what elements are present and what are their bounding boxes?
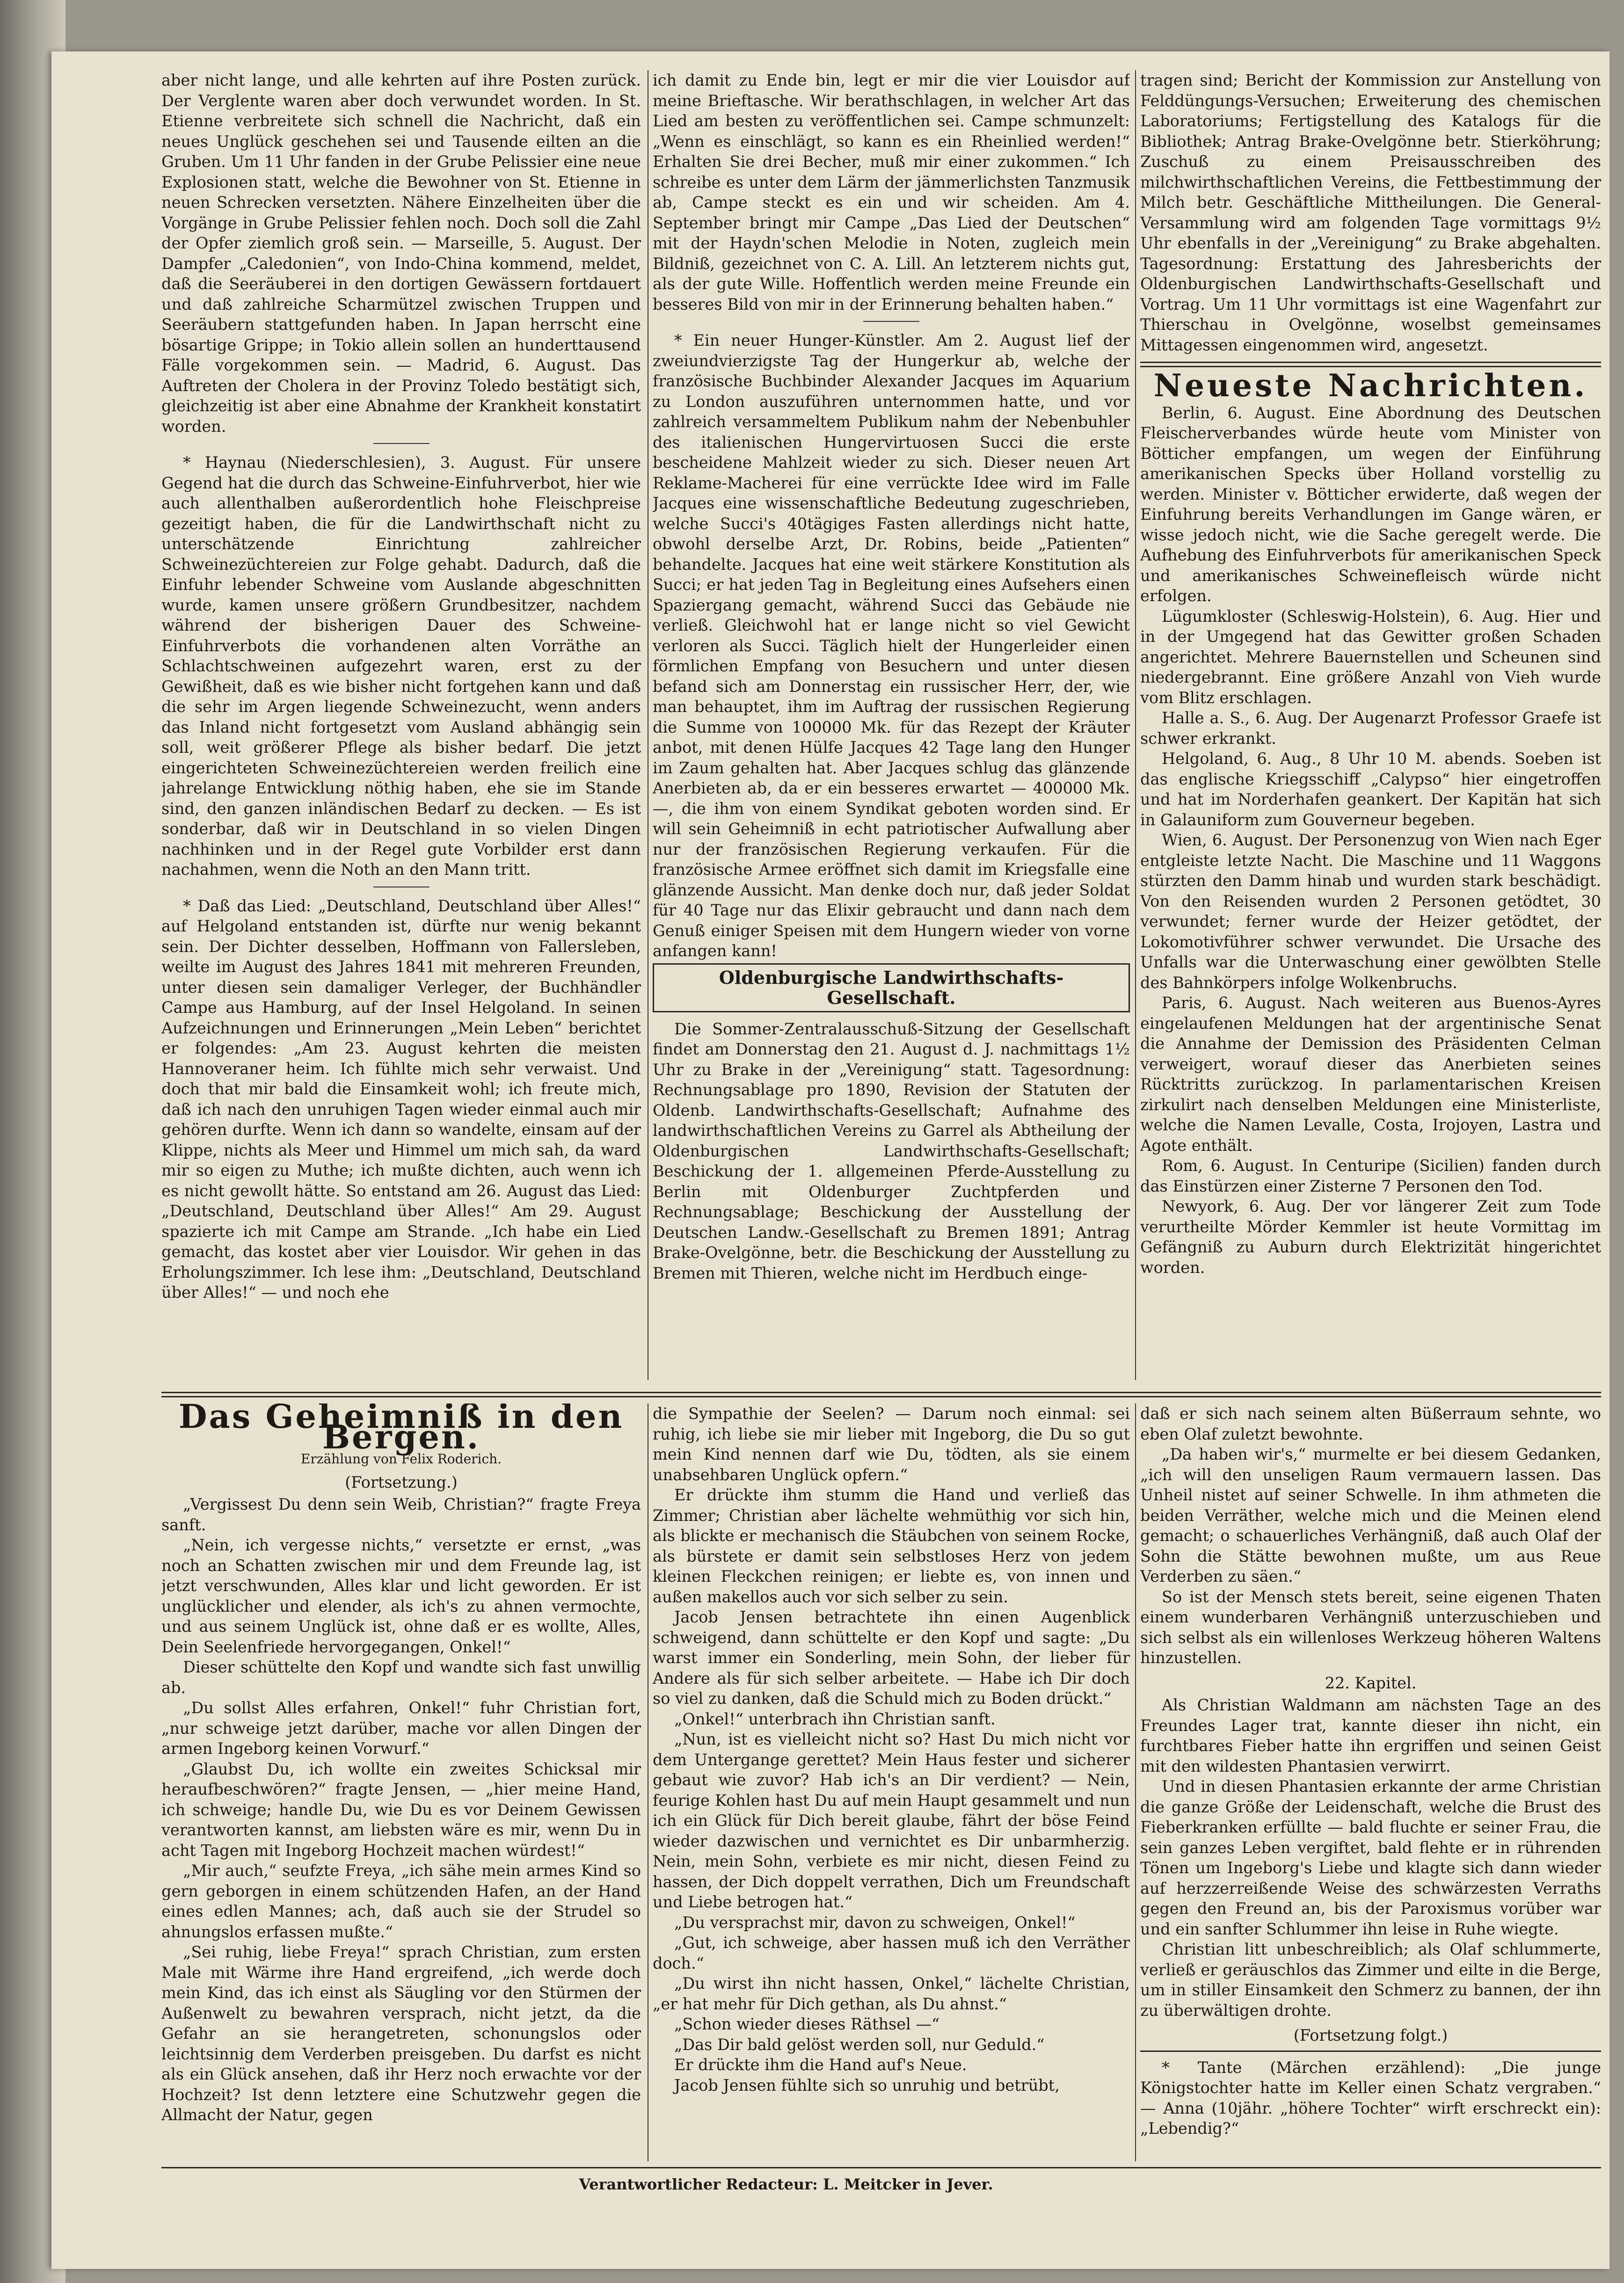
column-lower-right <box>1140 1403 1601 2161</box>
paragraph: „Nun, ist es vielleicht nicht so? Hast Du mich nicht vor dem Untergange gerettet? Mein Haus fester und sicherer gebaut wie zuvor? Hab ich's an Dir verdient? — Nein, feurige Kohlen hast Du auf mein Haupt gesammelt und nun ich ein Glück für Dich bereit glaube, fährt der böse Feind wieder dazwischen und vernichtet es Dir unbarmherzig. Nein, mein Sohn, verbiete es mir nicht, diesen Feind zu hassen, der Dich doppelt verrathen, Dich um Freundschaft und Liebe betrogen hat.“ <box>653 1730 1130 1911</box>
column-lower-middle <box>653 1403 1130 2161</box>
news-item: Wien, 6. August. Der Personenzug von Wien nach Eger entgleiste letzte Nacht. Die Maschine und 11 Waggons stürzten den Damm hinab und wurden stark beschädigt. Von den Reisenden wurden 2 Personen getödtet, 30 verwundet; ferner wurde der Heizer getödtet, der Lokomotivführer schwer verwundet. Die Ursache des Unfalls war die Unterwaschung einer gewölbten Stelle des Bahnkörpers infolge Wolkenbruchs. <box>1140 831 1601 992</box>
paragraph: Jacob Jensen fühlte sich so unruhig und betrübt, <box>674 2076 1060 2094</box>
feuilleton-rule <box>161 1392 1601 1397</box>
paragraph: Er drückte ihm die Hand auf's Neue. <box>674 2056 967 2074</box>
paragraph: Und in diesen Phantasien erkannte der arme Christian die ganze Größe der Leidenschaft, welche die Brust des Fieberkranken erfüllte — bald fluchte er seiner Frau, die sein ganzes Leben vergiftet, bald flehte er in rührenden Tönen um Ingeborg's Liebe und klagte sich dann wieder auf herzzerreißende Weise des schwärzesten Verraths gegen den Freund an, bis der Paroxismus vorüber war und ein sanfter Schlummer ihn leise in Ruhe wiegte. <box>1140 1777 1601 1938</box>
paragraph: * Daß das Lied: „Deutschland, Deutschland über Alles!“ auf Helgoland entstanden ist, dürfte nur wenig bekannt sein. Der Dichter desselben, Hoffmann von Fallersleben, weilte im August des Jahres 1841 mit mehreren Freunden, unter diesen sein damaliger Verleger, der Buchhändler Campe aus Hamburg, auf der Insel Helgoland. In seinen Aufzeichnungen und Erinnerungen „Mein Leben“ berichtet er folgendes: „Am 23. August kehrten die meisten Hannoveraner heim. Ich fühlte mich sehr verwaist. Und doch that mir bald die Einsamkeit wohl; ich freute mich, daß ich nach den unruhigen Tagen wieder einmal auch mir gehören durfte. Wenn ich dann so wandelte, einsam auf der Klippe, nichts als Meer und Himmel um mich sah, da ward mir so eigen zu Muthe; ich mußte dichten, auch wenn ich es nicht gewollt hätte. So entstand am 26. August das Lied: „Deutschland, Deutschland über Alles!“ Am 29. August spazierte ich mit Campe am Strande. „Ich habe ein Lied gemacht, das kostet aber vier Louisdor. Wir gehen in das Erholungszimmer. Ich lese ihm: „Deutschland, Deutschland über Alles!“ — und noch ehe <box>161 896 641 1301</box>
paragraph: „Nein, ich vergesse nichts,“ versetzte er ernst, „was noch an Schatten zwischen mir und dem Freunde lag, ist jetzt verschwunden, Alles klar und licht geworden. Er ist unglücklicher und elender, als ich's zu ahnen vermochte, und aus seinem Unglück ist, ohne daß er es wollte, Alles, Dein Seelenfriede hervorgegangen, Onkel!“ <box>161 1536 641 1656</box>
column-rule <box>1135 70 1136 1380</box>
footer-rule <box>161 2167 1601 2168</box>
section-title-neueste: Neueste Nachrichten. <box>1153 367 1588 404</box>
section-title-landwirthschaft: Oldenburgische Landwirthschafts-Gesellschaft. <box>653 963 1130 1012</box>
news-item: Lügumkloster (Schleswig-Holstein), 6. Aug. Hier und in der Umgegend hat das Gewitter großen Schaden angerichtet. Mehrere Bauernstellen und Scheunen sind niedergebrannt. Eine größere Anzahl von Vieh wurde vom Blitz erschlagen. <box>1140 607 1601 707</box>
news-item: Newyork, 6. Aug. Der vor längerer Zeit zum Tode verurtheilte Mörder Kemmler ist heute Vormittag im Gefängniß zu Auburn durch Elektrizität hingerichtet worden. <box>1140 1197 1601 1277</box>
editor-credit: Verantwortlicher Redacteur: L. Meitcker in Jever. <box>579 2175 993 2193</box>
paragraph: Dieser schüttelte den Kopf und wandte sich fast unwillig ab. <box>161 1658 641 1697</box>
paragraph: aber nicht lange, und alle kehrten auf ihre Posten zurück. Der Verglente waren aber doch verwundet worden. In St. Etienne verbreitete sich schnell die Nachricht, daß ein neues Unglück geschehen sei und Tausende eilten an die Gruben. Um 11 Uhr fanden in der Grube Pelissier eine neue Explosionen statt, welche die Bewohner von St. Etienne in neuen Schrecken versetzten. Nähere Einzelheiten über die Vorgänge in Grube Pelissier fehlen noch. Doch soll die Zahl der Opfer ziemlich groß sein. — Marseille, 5. August. Der Dampfer „Caledonien“, von Indo-China kommend, meldet, daß die Seeräuberei in den dortigen Gewässern fortdauert und daß zahlreiche Scharmützel zwischen Truppen und Seeräubern stattgefunden haben. In Japan herrscht eine bösartige Grippe; in Tokio allein sollen an hunderttausend Fälle vorgekommen sein. — Madrid, 6. August. Das Auftreten der Cholera in der Provinz Toledo bestätigt sich, gleichzeitig ist aber eine Abnahme der Krankheit konstatirt worden. <box>161 71 641 436</box>
news-item: Helgoland, 6. Aug., 8 Uhr 10 M. abends. Soeben ist das englische Kriegsschiff „Calypso“ hier eingetroffen und hat im Norderhafen geankert. Der Kapitän hat sich in Galauniform zum Gouverneur begeben. <box>1140 749 1601 829</box>
paragraph: ich damit zu Ende bin, legt er mir die vier Louisdor auf meine Brieftasche. Wir berathschlagen, in welcher Art das Lied am besten zu veröffentlichen sei. Campe schmunzelt: „Wenn es einschlägt, so kann es ein Rheinlied werden!“ Erhalten Sie drei Becher, muß mir einer zukommen.“ Ich schreibe es unter dem Lärm der jämmerlichsten Tanzmusik ab, Campe steckt es ein und wir scheiden. Am 4. September bringt mir Campe „Das Lied der Deutschen“ mit der Haydn'schen Melodie in Noten, zugleich mein Bildniß, gezeichnet von C. A. Lill. An letzterem nichts gut, als der gute Wille. Hoffentlich werden meine Freunde ein besseres Bild von mir in der Erinnerung behalten haben.“ <box>653 71 1130 313</box>
paragraph: tragen sind; Bericht der Kommission zur Anstellung von Felddüngungs-Versuchen; Erweiterung des chemischen Laboratoriums; Fertigstellung des Katalogs für die Bibliothek; Antrag Brake-Ovelgönne betr. Stierköhrung; Zuschuß zu einem Preisausschreiben des milchwirthschaftlichen Vereins, die Fettbestimmung der Milch betr. Geschäftliche Mittheilungen. Die General-Versammlung wird am folgenden Tage vormittags 9½ Uhr ebenfalls in der „Vereinigung“ zu Brake abgehalten. Tagesordnung: Erstattung des Jahresberichts der Oldenburgischen Landwirthschafts-Gesellschaft und Vortrag. Um 11 Uhr vormittags ist eine Wagenfahrt zur Thierschau in Ovelgönne, woselbst gemeinsames Mittagessen eingenommen wird, angesetzt. <box>1140 71 1601 354</box>
paragraph: Er drückte ihm stumm die Hand und verließ das Zimmer; Christian aber lächelte wehmüthig vor sich hin, als blickte er mechanisch die Stäubchen von seinem Rocke, als bürstete er damit sein selbstloses Herz von jedem kleinen Fleckchen reinigen; er liebte es, von innen und außen makellos auch vor sich selber zu sein. <box>653 1486 1130 1606</box>
anecdote: * Tante (Märchen erzählend): „Die junge Königstochter hatte im Keller einen Schatz vergraben.“ — Anna (10jähr. „höhere Tochter“ wirft erschreckt ein): „Lebendig?“ <box>1140 2058 1601 2138</box>
news-item: Rom, 6. August. In Centuripe (Sicilien) fanden durch das Einstürzen einer Zisterne 7 Personen den Tod. <box>1140 1156 1601 1195</box>
paragraph: „Schon wieder dieses Räthsel —“ <box>674 2015 940 2033</box>
paragraph: „Glaubst Du, ich wollte ein zweites Schicksal mir heraufbeschwören?“ fragte Jensen, — „hier meine Hand, ich schweige; handle Du, wie Du es vor Deinem Gewissen verantworten kannst, am liebsten wäre es mir, wenn Du in acht Tagen mit Ingeborg Hochzeit machen würdest!“ <box>161 1760 641 1860</box>
paragraph: Christian litt unbeschreiblich; als Olaf schlummerte, verließ er geräuschlos das Zimmer und eilte in die Berge, um in stiller Einsamkeit den Schmerz zu bannen, der ihn zu überwältigen drohte. <box>1140 1940 1601 2020</box>
paragraph: „Da haben wir's,“ murmelte er bei diesem Gedanken, „ich will den unseligen Raum vermauern lassen. Das Unheil nistet auf seiner Schwelle. In ihm athmeten die beiden Verräther, welche mich und die Meinen elend gemacht; o schauerliches Verhängniß, daß auch Olaf der Sohn die Stätte bewohnen mußte, um aus Reue Verderben zu säen.“ <box>1140 1445 1601 1585</box>
story-byline: Erzählung von Felix Roderich. <box>300 1451 502 1467</box>
paragraph: „Du wirst ihn nicht hassen, Onkel,“ lächelte Christian, „er hat mehr für Dich gethan, als Du ahnst.“ <box>653 1974 1130 2013</box>
paragraph: „Gut, ich schweige, aber hassen muß ich den Verräther doch.“ <box>653 1934 1130 1972</box>
paragraph: „Vergissest Du denn sein Weib, Christian?“ fragte Freya sanft. <box>161 1495 641 1534</box>
divider <box>1140 2050 1601 2052</box>
paragraph: Die Sommer-Zentralausschuß-Sitzung der Gesellschaft findet am Donnerstag den 21. August d. J. nachmittags 1½ Uhr zu Brake in der „Vereinigung“ statt. Tagesordnung: Rechnungsablage pro 1890, Revision der Statuten der Oldenb. Landwirthschafts-Gesellschaft; Aufnahme des landwirthschaftlichen Vereins zu Garrel als Abtheilung der Oldenburgischen Landwirthschafts-Gesellschaft; Beschickung der 1. allgemeinen Pferde-Ausstellung zu Berlin mit Oldenburger Zuchtpferden und Rechnungsablage; Beschickung der Ausstellung der Deutschen Landw.-Gesellschaft zu Bremen 1891; Antrag Brake-Ovelgönne, betr. die Beschickung der Ausstellung zu Bremen mit Thieren, welche nicht im Herdbuch einge- <box>653 1019 1130 1282</box>
chapter-heading: 22. Kapitel. <box>1325 1673 1417 1692</box>
paragraph: „Sei ruhig, liebe Freya!“ sprach Christian, zum ersten Male mit Wärme ihre Hand ergreifend, „ich werde doch mein Kind, das ich einst als Säugling vor den Stürmen der Außenwelt zu bewahren versprach, nicht jetzt, da die Gefahr an sie herangetreten, schonungslos oder leichtsinnig dem Verderben preisgeben. Du darfst es nicht als ein Glück ansehen, daß ihr Herz noch erwachte vor der Hochzeit? Ist denn letztere eine Schutzwehr gegen die Allmacht der Natur, gegen <box>161 1943 641 2124</box>
to-be-continued: (Fortsetzung folgt.) <box>1293 2026 1448 2044</box>
story-continuation: (Fortsetzung.) <box>345 1473 458 1491</box>
paragraph: „Du sollst Alles erfahren, Onkel!“ fuhr Christian fort, „nur schweige jetzt darüber, mache vor allen Dingen der armen Ingeborg keinen Vorwurf.“ <box>161 1699 641 1758</box>
paragraph: die Sympathie der Seelen? — Darum noch einmal: sei ruhig, ich liebe sie mir lieber mit Ingeborg, die Du so gut mein Kind nennen darf wie Du, tödten, als sie einem unabsehbaren Unglück opfern.“ <box>653 1404 1130 1484</box>
news-item: Paris, 6. August. Nach weiteren aus Buenos-Ayres eingelaufenen Meldungen hat der argentinische Senat die Annahme der Demission des Präsidenten Celman verweigert, worauf dieser das Anerbieten seines Rücktritts zurückzog. In parlamentarischen Kreisen zirkulirt nach denselben Meldungen eine Ministerliste, welche die Namen Levalle, Costa, Irojoyen, Lastra und Agote enthält. <box>1140 994 1601 1155</box>
paragraph: So ist der Mensch stets bereit, seine eigenen Thaten einem wunderbaren Verhängniß unterzuschieben und sich selbst als ein willenloses Werkzeug höheren Waltens hinzustellen. <box>1140 1587 1601 1667</box>
column-upper-middle <box>653 70 1130 1380</box>
paragraph: Als Christian Waldmann am nächsten Tage an des Freundes Lager trat, kannte dieser ihn nicht, ein furchtbares Fieber hatte ihn ergriffen und seinen Geist mit den wildesten Phantasien verwirrt. <box>1140 1696 1601 1775</box>
news-item: Halle a. S., 6. Aug. Der Augenarzt Professor Graefe ist schwer erkrankt. <box>1140 709 1601 748</box>
column-lower-left <box>161 1403 641 2161</box>
paragraph: „Das Dir bald gelöst werden soll, nur Geduld.“ <box>674 2035 1045 2054</box>
news-item: Berlin, 6. August. Eine Abordnung des Deutschen Fleischerverbandes würde heute vom Minister von Bötticher empfangen, um wegen der Einführung amerikanischen Specks über Holland vorstellig zu werden. Minister v. Bötticher erwiderte, daß wegen der Einfuhrung bereits Verhandlungen im Gange wären, er wisse jedoch nicht, wie die Sache geregelt werde. Die Aufhebung des Einfuhrverbots für amerikanischen Speck und amerikanisches Schweinefleisch würde nicht erfolgen. <box>1140 403 1601 605</box>
paragraph: daß er sich nach seinem alten Büßerraum sehnte, wo eben Olaf zuletzt bewohnte. <box>1140 1404 1601 1443</box>
section-rule <box>1140 362 1601 367</box>
paragraph: „Onkel!“ unterbrach ihn Christian sanft. <box>674 1709 996 1728</box>
column-upper-left <box>161 70 641 1380</box>
story-title: Das Geheimniß in den Bergen. <box>178 1403 624 1456</box>
divider <box>373 443 430 444</box>
paragraph: * Ein neuer Hunger-Künstler. Am 2. August lief der zweiundvierzigste Tag der Hungerkur ab, welche der französische Buchbinder Alexander Jacques im Aquarium zu London auszuführen unternommen hatte, und vor zahlreich versammeltem Publikum nahm der Nebenbuhler des italienischen Hungervirtuosen Succi die erste bescheidene Mahlzeit wieder zu sich. Dieser neuen Art Reklame-Macherei für eine verrückte Idee wird im Falle Jacques eine wissenschaftliche Bedeutung zugeschrieben, welche Succi's 40tägiges Fasten allerdings nicht hatte, obwohl derselbe Arzt, Dr. Robins, beide „Patienten“ behandelte. Jacques hat eine weit stärkere Konstitution als Succi; er hat jeden Tag in Begleitung eines Aufsehers einen Spaziergang gemacht, während Succi das Gebäude nie verließ. Gleichwohl hat er lange nicht so viel Gewicht verloren als Succi. Täglich hielt der Hungerleider einen förmlichen Empfang von Besuchern und unter diesen befand sich am Donnerstag ein russischer Herr, der, wie man behauptet, ihm im Auftrag der russischen Regierung die Summe von 100000 Mk. für das Rezept der Kräuter anbot, mit denen Hülfe Jacques 42 Tage lang den Hunger im Zaum gehalten hat. Aber Jacques schlug das glänzende Anerbieten ab, da er ein besseres erwartet — 400000 Mk. —, die ihm von einem Syndikat geboten worden sind. Er will sein Geheimniß in echt patriotischer Aufwallung aber nur der französischen Regierung verkaufen. Für die französische Armee eröffnet sich damit im Kriegsfalle eine glänzende Aussicht. Man denke doch nur, daß jeder Soldat für 40 Tage nur das Elixir gebraucht und dann nach dem Genuß einiger Speisen mit dem Hungern wieder von vorne anfangen kann! <box>653 331 1130 960</box>
paragraph: „Du versprachst mir, davon zu schweigen, Onkel!“ <box>674 1913 1076 1932</box>
paragraph: Jacob Jensen betrachtete ihn einen Augenblick schweigend, dann schüttelte er den Kopf und sagte: „Du warst immer ein Sonderling, mein Sohn, der lieber für Andere als für sich selber arbeitete. — Habe ich Dir doch so viel zu danken, daß die Schuld mich zu Boden drückt.“ <box>653 1608 1130 1708</box>
column-rule <box>1135 1403 1136 2161</box>
column-upper-right <box>1140 70 1601 1380</box>
divider <box>863 321 919 322</box>
paragraph: „Mir auch,“ seufzte Freya, „ich sähe mein armes Kind so gern geborgen in einem schützenden Hafen, an der Hand eines edlen Mannes; ach, daß auch sie der Strudel so ahnungslos erfassen mußte.“ <box>161 1861 641 1941</box>
paragraph: * Haynau (Niederschlesien), 3. August. Für unsere Gegend hat die durch das Schweine-Einfuhrverbot, hier wie auch allenthalben außerordentlich hohe Fleischpreise gezeitigt haben, die für die Landwirthschaft nicht zu unterschätzende Einrichtung zahlreicher Schweinezüchtereien zur Folge gehabt. Dadurch, daß die Einfuhr lebender Schweine vom Auslande abgeschnitten wurde, kamen unsere größern Grundbesitzer, nachdem während der bisherigen Dauer des Schweine-Einfuhrverbots die vorhandenen alten Vorräthe an Schlachtschweinen aufgezehrt waren, erst zu der Gewißheit, daß es wie bisher nicht fortgehen kann und daß die sehr im Argen liegende Schweinezucht, wenn anders das Inland nicht fortgesetzt vom Ausland abhängig sein soll, weit größerer Pflege als bisher bedarf. Die jetzt eingerichteten Schweinezüchtereien werden freilich eine jahrelange Entwicklung nöthig haben, ehe sie im Stande sind, den ganzen inländischen Bedarf zu decken. — Es ist sonderbar, daß wir in Deutschland in so vielen Dingen nachhinken und in der Regel gute Vorbilder erst dann nachahmen, wenn die Noth an den Mann tritt. <box>161 453 641 879</box>
